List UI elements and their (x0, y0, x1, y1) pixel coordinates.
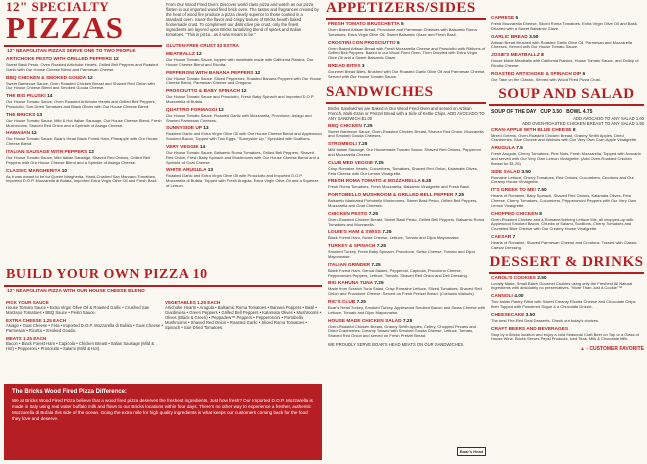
menu-item (328, 161, 486, 177)
divider (326, 102, 486, 104)
menu-item (328, 263, 486, 279)
menu-item (491, 16, 644, 32)
menu-item (491, 146, 644, 166)
item-name-text: STROMBOLI (328, 142, 357, 148)
sandwiches-title: SANDWICHES (326, 83, 434, 100)
item-name-text: CROSTINI CON PROSCIUTTO (328, 40, 396, 46)
menu-item-desc: Locally Made, Small Batch Gourmet Cookies using only the Freshest All Natural Ingredients with absolutely no preservatives. "More Than Just A Cookie"™ (491, 280, 633, 291)
cup-label: CUP (540, 108, 551, 115)
build-subtitle: 12" NEAPOLITAN PIZZA WITH OUR HOUSE CHEESE BLEND (7, 289, 145, 294)
menu-item (328, 193, 486, 209)
menu-item-desc: As it was meant to be for Queen Margherita, Hand-Crushed San Marzano Tomatoes, Imported D.O.P. Mozzarella di Bufala, Imported Extra Virgin Olive Oil and Fresh Basil. (6, 173, 158, 184)
menu-item (328, 244, 486, 260)
item-price: 12 (241, 89, 247, 95)
menu-item-desc: Crisp Romaine Hearts, Cucumbers, Tomatoes, Shaved Red Onion, Kalamata Olives, Feta Cheese with Our Lemon Vinaigrette. (328, 165, 478, 176)
item-name-text: CHOPPED CHICKEN (491, 211, 538, 217)
menu-item-desc: Sweet Basil Pesto, Oven Roasted Artichoke Hearts, Grilled Bell Peppers and Roasted Garlic with Our House Cheese Blend and Parmesan Cheese. (6, 62, 158, 72)
menu-item-desc: Our House Tomato Sauce, Balsamic Roma Tomatoes, Grilled Bell Peppers, Shaved Red Onion, Fresh Baby Spinach and Mushrooms with Our House Cheese Blend and a Sprinkle of Goat Cheese. (166, 149, 320, 165)
menu-item (328, 41, 486, 61)
build-title-text: BUILD YOUR OWN PIZZA (6, 267, 189, 282)
menu-item (491, 294, 644, 310)
item-name-text: GARLIC BREAD (491, 34, 528, 40)
item-price: 3.50 (525, 312, 536, 318)
bowl-label: BOWL (566, 108, 582, 115)
item-name-text: THE BIG PILUSKI (6, 94, 46, 100)
item-name-text: THE BRICKS (6, 112, 36, 118)
menu-item-desc: Fresh Mozzarella Cheese, Sliced Roma Tomatoes, Extra Virgin Olive Oil and Basil, Drizzled with a Sweet Balsamic Glaze. (491, 21, 638, 31)
menu-item (6, 113, 162, 129)
item-price: 7.25 (371, 262, 381, 268)
menu-item-desc: Oven Baked Artisan Bread, Provolone and Parmesan Cheeses with Balsamic Roma Tomatoes, Extra Virgin Olive Oil, Sweet Balsamic Glaze and Fresh Basil. (328, 27, 477, 37)
soup-salad-dessert-column (489, 0, 644, 458)
menu-item (166, 52, 322, 68)
item-price: 7.5 (516, 146, 523, 152)
item-name-text: ARUGULA (491, 146, 515, 152)
menu-item-desc: Sweet Barbecue Sauce, Oven-Roasted Chicken Breast, Shaved Red Onion, Mozzarella and Smoked Gouda Cheeses. (328, 128, 484, 139)
dessert-title: DESSERT & DRINKS (489, 253, 644, 270)
item-price: 12 (254, 70, 261, 76)
item-price: 7 (512, 234, 516, 240)
menu-item-desc: Mild Italian Sausage, Our Housemade Tomato Sauce, Shaved Red Onions, Pepperoni and Mozzarella Cheese. (328, 147, 481, 157)
menu-item-desc: Roasted Garlic and Extra Virgin Olive Oil with Our House Cheese Blend and Applewood Smoked Bacon, Topped with Two Eggs, "Sunnyside Up," Sprinkled with Scallions. (166, 131, 322, 142)
menu-item-desc: Oven-Roasted Chicken Breast, Sweet Basil Pesto, Grilled Bell Peppers, Balsamic Roma Tomatoes and Mozzarella. (328, 216, 485, 227)
item-price: 6 (582, 71, 586, 77)
item-name-text: SIDE SALAD (491, 169, 521, 175)
flame-icon: ▲ (580, 346, 585, 353)
item-name-text: HOUSE MADE CHICKEN SALAD (328, 318, 402, 324)
wood-fired-intro: From Our Wood Fired Oven: Discover world class pizza and watch as our pizza flatten in our imported wood fired brick oven. The tastes and fragrances created by the heat of wood fire produce a pizza clearly superior to those cooked in a standard oven. Savor the flavor and crispy texture of Bricks hearth baked homemade crust. To compliment our distinctive pie crust, only the finest ingredients are layered upon Bricks tantalizing blend of spices and Italian tomatoes. "This is pizza...as it was meant to be." (166, 2, 319, 37)
item-name-text: RIC'S CLUB (328, 299, 356, 305)
item-price: 8 (541, 53, 544, 59)
menu-item-desc: Our House Tomato Sauce, Boar's Head Black Forest Ham, Pineapple with Our House Cheese Blend. (6, 136, 158, 147)
menu-item-desc: The best Fire-Red Deal Desserts. Check out today's choices. (491, 317, 600, 323)
item-name-text: LOUIE'S HAM & SWISS (328, 230, 381, 236)
menu-item-desc: Black Forest Ham, Swiss Cheese, Lettuce, Tomato and Dijon Mayonnaise. (328, 235, 460, 241)
item-price: 8 (539, 211, 542, 217)
item-name-text: BBQ CHICKEN & SMOKED GOUDA (6, 75, 87, 81)
item-price: 13 (36, 112, 43, 118)
cup-price: 3.50 (552, 108, 562, 115)
item-price: 12 (87, 75, 93, 81)
appetizer-list (326, 22, 486, 80)
menu-item-desc: Gourmet Bread Bites, Brushed with Our Roasted Garlic Olive Oil and Parmesan Cheese, Served with Our House Tomato Sauce. (328, 68, 486, 79)
menu-item (6, 57, 162, 73)
menu-item (328, 64, 486, 80)
menu-item-desc: Stop by a Bricks location and enjoy a cold Seasonal Craft Beer on Tap or a Glass of House Wine. Bricks Serves Pepsi Products, Iced Teas, Milk & Chocolate Milk. (491, 331, 640, 342)
bowl-price: 4.75 (582, 108, 593, 115)
item-name-text: CRAN-APPLE WITH BLUE CHEESE (491, 127, 572, 133)
menu-item (328, 281, 486, 297)
menu-item-desc: Hearts of Romaine, Baby Spinach, Shaved Red Onions, Kalamata Olives, Feta Cheese, Cherry Tomatoes, Cucumbers, Pepperoncini Peppers with Our Very Own Lemon Vinaigrette. (491, 193, 637, 208)
appetizer-list-right (489, 16, 644, 83)
item-price: 3 (361, 63, 365, 69)
item-name-text: SUNNYSIDE UP (166, 126, 202, 132)
item-name-text: CHICKEN PESTO (328, 211, 368, 217)
menu-item (6, 76, 162, 92)
footer-text: We at Bricks Wood Fired Pizza believe that a wood fired pizza deserves the freshest ingredients. Just how fresh? Our Imported D.O.P. Mozzarella is made in Italy using real water buffalo milk and flown to our Bricks locations within four days. There's no other way to experience a fresher, authentic Mozzarella di Bufala this side of the ocean. Going the extra mile for high quality ingredients is what keeps our customers coming back for the food they love and deserve. (12, 398, 313, 421)
menu-item-desc: Romaine Lettuce, Cherry Tomatoes, Red Onions, Cucumbers, Croutons and Our Creamy House Vinaigrette. (491, 174, 634, 185)
meat-options: Bacon • Black Forest Ham • Capicola • Chicken Breast • Italian Sausage (Mild & Hot) • Pepperoni • Prosciutto • Salami (Mild & Hot). (6, 341, 155, 351)
salad-list (489, 128, 644, 251)
item-name-text: CRAFT BEERS AND BEVERAGES (491, 326, 569, 332)
divider (4, 45, 162, 47)
boars-head-logo: Boar's Head (457, 447, 486, 456)
item-name-text: QUATTRO FORMAGGI (166, 107, 218, 113)
divider (326, 18, 486, 20)
build-options (4, 297, 322, 351)
item-price: 7.25 (376, 244, 387, 250)
item-name-text: ITALIAN SAUSAGE WITH PEPPERS (6, 149, 88, 155)
menu-item (491, 212, 644, 232)
item-name-text: CAPRESE (491, 16, 515, 21)
item-name-text: BIG KAHUNA TUNA (328, 281, 373, 287)
menu-item (491, 35, 644, 51)
menu-item (491, 235, 644, 251)
item-price: 7.50 (537, 188, 547, 194)
chicken-note: ADD OVEN-ROASTED CHICKEN BREAST TO ANY SALAD 1.50 (522, 120, 644, 126)
build-col-left (4, 297, 163, 351)
item-name-text: VERY VEGGIE (166, 144, 199, 150)
dessert-list (489, 276, 644, 343)
menu-item (328, 124, 486, 140)
item-price: 13 (207, 168, 214, 174)
menu-item-desc: Our House Tomato Sauce, Mild & Hot Italian Sausage, Our House Cheese Blend, Fresh Mushrooms, Shaved Red Onion and a Sprinkle of Asiago Cheese. (6, 117, 162, 128)
item-price: 12 (218, 107, 224, 113)
sauce-options: House Tomato Sauce • Extra Virgin Olive Oil & Roasted Garlic • Crushed San Marzano Tomatoes • BBQ Sauce • Pesto Sauce. (6, 305, 150, 315)
item-price: 6 (396, 40, 400, 46)
menu-item (6, 131, 162, 147)
soup-of-the-day (491, 109, 644, 115)
menu-item-desc: Boar's Head Turkey, Smoked Turkey, Applewood Smoked Bacon and Swiss Cheese with Lettuce, Tomato and Dijon Mayonnaise. (328, 304, 485, 315)
item-price: 7.25 (382, 230, 392, 236)
boars-head-note: WE PROUDLY SERVE BOAR'S HEAD MEATS ON OUR SANDWICHES. (328, 341, 465, 347)
item-name-text: ARTICHOKE PESTO WITH GRILLED PEPPERS (6, 57, 112, 62)
pizza-difference-box (4, 384, 322, 460)
menu-item-desc: Our House Tomato Sauce, Mild Italian Sausage, Shaved Red Onions, Grilled Bell Peppers with Our House Cheese Blend and a Sprinkle of Asiago Cheese. (6, 154, 150, 165)
veg-options: Artichoke Hearts • Arugula • Balsamic Roma Tomatoes • Banana Peppers • Basil • Giardiniera • Green Peppers • Grilled Bell Peppers • Kalamata Olives • Mushrooms • Olives (Black & Green) • Peppadew™ Peppers • Pepperoncini • Portobello Mushrooms • Shaved Red Onion • Roasted Garlic • Sliced Roma Tomatoes • Spinach • Sun-Dried Tomatoes. (165, 305, 322, 330)
menu-item (166, 89, 322, 105)
footer-title: The Bricks Wood Fired Pizza Difference: (12, 389, 127, 395)
menu-item (166, 126, 322, 142)
menu-item (491, 313, 644, 324)
item-name-text: CANNOLI (491, 294, 513, 300)
item-price: 5 (401, 22, 404, 27)
legend (489, 346, 644, 352)
menu-item-desc: House Made Meatballs with California Raisins, House Tomato Sauce, and Dollop of Ricotta Cheese. (491, 58, 639, 68)
sandwiches-intro: Bricks Sandwiches are Baked in Our Wood Fired Oven and served on Artisan French, Multi-Grain or Pretzel Bread with a Side of Kettle Chips. ADD AVOCADO TO ANY SANDWICH $1.00 (328, 105, 485, 121)
menu-item (491, 327, 644, 343)
pizzas-title-big: PIZZAS (6, 10, 124, 45)
menu-item (6, 169, 162, 185)
item-price: 7.25 (374, 281, 384, 287)
item-price: 7.25 (374, 160, 384, 166)
item-price: 8 (572, 127, 576, 133)
item-price: 12 (196, 52, 202, 57)
item-price: 7.25 (356, 299, 366, 305)
pizzas-subtitle: 12" NEAPOLITAN PIZZAS SERVE ONE TO TWO PEOPLE (7, 49, 136, 54)
item-price: 7.25 (454, 193, 465, 199)
item-name-text: ROASTED ARTICHOKE & SPINACH DIP (491, 71, 582, 77)
item-price: 14 (199, 144, 206, 150)
menu-item-desc: Mixed Greens, Oven-Roasted Chicken Breast, Granny Smith Apples, Dried Cranberries, Blue Cheese and Walnuts with Our Very Own Cran-Apple Vinaigrette. (491, 132, 638, 143)
item-price: 12 (31, 131, 37, 137)
menu-item-desc: Two Italian Pastry Filled with Sweet Creamy Ricotta Cheese and Chocolate Chips then Topped with Powdered Sugar & a Chocolate Drizzle. (491, 299, 636, 309)
menu-item (6, 150, 162, 166)
item-name-text: PROSCIUTTO & BABY SPINACH (166, 89, 240, 95)
sandwich-list (326, 124, 486, 339)
pizza-list-left (4, 57, 162, 184)
menu-item (166, 145, 322, 165)
menu-item (491, 170, 644, 186)
item-price: 13 (203, 126, 209, 132)
item-price: 12 (88, 149, 94, 155)
item-price: 2.50 (537, 275, 547, 281)
avocado-note: ADD AVOCADO TO ANY SALAD 1.00 (573, 115, 644, 121)
divider (4, 285, 322, 287)
divider (489, 272, 644, 274)
menu-item (328, 300, 486, 316)
menu-item (328, 319, 486, 339)
item-price: 5 (515, 16, 519, 21)
menu-item (328, 230, 486, 241)
pick-sauce-label: PICK YOUR SAUCE (6, 300, 49, 305)
item-price: 3.50 (521, 169, 531, 175)
item-name-text: HAWAIIAN (6, 131, 30, 137)
menu-item (491, 53, 644, 69)
item-name-text: FRESH TOMATO BRUSCHETTA (328, 22, 400, 27)
menu-item (491, 188, 644, 208)
menu-item (328, 212, 486, 228)
soup-title: SOUP AND SALAD (498, 85, 635, 102)
soup-label: SOUP OF THE DAY (491, 108, 537, 115)
menu-item-desc: Our House Tomato Sauce, topped with meatballs made with California Raisins, Our House Cheese Blend and Ricotta. (166, 57, 314, 67)
appetizers-sandwiches-column (326, 0, 486, 458)
meats-label: MEATS 1.25 EACH (6, 336, 47, 341)
item-name-text: CLASSIC MARGHERITA (6, 168, 61, 174)
pizza-list-right (164, 52, 322, 189)
menu-item-desc: Our House Tomato Sauce and Prosciutto, Fresh Baby Spinach and Imported D.O.P. Mozzarella di Bufala. (166, 94, 315, 104)
menu-item-desc: Oven-Roasted Chicken Breast, Granny Smith Apples, Celery, Chopped Pecans and Dried Cranberries. Creamy Tossed with Smoked Gouda Cheese, Lettuce, Tomato, Shaved Red Onion and served on Fresh Pretzel Bread. (328, 323, 477, 339)
menu-item (491, 72, 644, 83)
menu-item (166, 168, 322, 188)
build-title (6, 267, 322, 283)
menu-item-desc: Balsamic Marinated Portobello Mushrooms, Sweet Basil Pesto, Grilled Bell Peppers, Mozzarella and Goat Cheeses. (328, 198, 478, 208)
menu-item (491, 128, 644, 144)
menu-item (166, 108, 322, 124)
item-price: 12 (113, 57, 119, 62)
cheese-label: EXTRA CHEESE 1.25 EACH (6, 318, 67, 323)
item-name-text: MEATBALLZ (166, 52, 195, 57)
menu-item-desc: Our Take on the Classic, Served with Wood Fired Pizza Crust. (491, 76, 601, 82)
menu-item-desc: Oven Baked Artisan Bread with Fresh Mozzarella Cheese and Prosciutto with Ribbons of Grilled Bell Peppers. Baked in our Wood Fired Oven, Then Drizzled with Extra Virgin Olive Oil and a Sweet Balsamic Glaze. (328, 45, 486, 61)
menu-item-desc: Sweet Barbecue Sauce, Oven Roasted Chicken Breast and Shaved Red Onion with Our House Cheese Blend and Smoked Gouda Cheese. (6, 80, 155, 91)
menu-item-desc: Our House Tomato Sauce, Sliced Pepperoni, Roasted Banana Peppers with Our House Cheese Blend, Parmesan Cheese and Oregano. (166, 75, 322, 86)
item-name-text: CAESAR (491, 234, 512, 240)
item-name-text: PORTOBELLO MUSHROOM & GRILLED BELL PEPPER (328, 193, 454, 199)
item-name-text: BBQ CHICKEN (328, 123, 362, 129)
legend-text: - CUSTOMER FAVORITE (586, 346, 644, 353)
item-name-text: JOSIE'S MEATBALLZ (491, 53, 540, 59)
menu-item-desc: Our House Tomato Sauce, Oven Roasted Artichoke Hearts and Grilled Bell Peppers, Prosciutto, Sun-Dried Tomatoes and Black Olives with Our House Cheese Blend. (6, 99, 156, 109)
build-your-own-section (4, 265, 322, 385)
item-price: 7.25 (402, 318, 413, 324)
pizzas-title-small: 12" SPECIALTY (6, 0, 110, 14)
item-name-text: BREAD BITES (328, 63, 361, 69)
item-price: 14 (47, 94, 53, 100)
menu-item (328, 142, 486, 158)
item-name-text: WHITE ARUGULA (166, 168, 207, 174)
item-price: 3.50 (529, 34, 539, 40)
menu-item-desc: Smoked Turkey, Fresh Baby Spinach, Provolone, Swiss Cheese, Tomato and Dijon Mayonnaise. (328, 249, 475, 259)
menu-item-desc: Hearts of Romaine, Shaved Parmesan Cheese and Croutons. Tossed with Classic Caesar Dressing. (491, 239, 637, 250)
item-name-text: IT'S GREEK TO ME! (491, 188, 537, 194)
menu-item (166, 71, 322, 87)
menu-item-desc: Fresh Arugula, Cherry Tomatoes, Pine Nuts, Fresh Mozzarella, Topped with Avocado and served with Our Very Own Lemon Vinaigrette. (Add Oven-Roasted Chicken Breast for $1.25) (491, 151, 641, 166)
item-name-text: FRESH ROMA TOMATO & MOZZARELLA (328, 179, 421, 185)
item-price: 7.25 (358, 142, 368, 148)
menu-item (491, 276, 644, 292)
appetizers-title: APPETIZERS/SIDES (326, 0, 476, 16)
item-name-text: CAROL'S COOKIES (491, 275, 536, 281)
gluten-free-note: GLUTEN-FREE CRUST $3 EXTRA (166, 43, 239, 48)
menu-item (328, 179, 486, 190)
menu-item-desc: Made from Scratch Tuna Salad, Crisp Romaine Lettuce, Sliced Tomatoes, Shaved Red Onion and Provolone Cheese. Served on Fresh Pretzel Bread. (Contains Walnuts) (328, 286, 482, 297)
menu-item (6, 94, 162, 110)
item-price: 7.25 (363, 123, 373, 129)
item-name-text: CHEESECAKE (491, 312, 525, 318)
menu-item (328, 22, 486, 38)
veg-label: VEGETABLES 1.25 EACH (165, 300, 221, 305)
menu-item-desc: Fresh Roma Tomatoes, Fresh Mozzarella, Balsamic Vinaigrette and Fresh Basil. (328, 184, 470, 190)
item-name-text: TURKEY & SPINACH (328, 244, 376, 250)
menu-item-desc: Oven-Roasted Chicken and a Romaine/Iceberg Lettuce Mix, all chopped-up with Applewood Smoked Bacon, Chunks of Salami, Scallions, Cherry Tomatoes and Crumbled Blue Cheese with Our Creamy House Vinaigrette. (491, 216, 634, 232)
cheese-options: Asiago • Goat Cheese • Feta • Imported D.O.P. Mozzarella di Bufala • Goat Cheese • Parmesan • Ricotta • Smoked Gouda. (6, 323, 163, 333)
item-name-text: PEPPERONI WITH BANANA PEPPERS (166, 70, 254, 76)
item-price: 6.25 (422, 179, 432, 185)
menu-item-desc: Our House Tomato Sauce, Roasted Garlic with Mozzarella, Provolone, Asiago and Shaved Parmesan Cheeses. (166, 112, 312, 123)
menu-item-desc: Roasted Garlic and Extra Virgin Olive Oil with Prosciutto and Imported D.O.P. Mozzarella di Bufala, Topped with Fresh Arugula, Extra Virgin Olive Oil and a Squeeze of Lemon. (166, 173, 319, 188)
item-name-text: ITALIAN GRINDER (328, 262, 371, 268)
divider (489, 104, 644, 106)
item-name-text: CLUB MED VEGGIE (328, 160, 374, 166)
menu-item-desc: Artisan Bread Brushed with Roasted Garlic Olive Oil, Parmesan and Mozzarella Cheeses, Served with Our House Tomato Sauce. (491, 39, 632, 50)
build-col-right (163, 297, 322, 351)
menu-item-desc: Black Forest Ham, Genoa Salami, Pepperoni, Capicola, Provolone Cheese, Pepperoncini Peppers, Lettuce, Tomato, Shaved Red Onion and Deli Dressing. (328, 267, 468, 278)
build-price: 10 (192, 267, 208, 282)
item-price: 4.00 (514, 294, 524, 300)
item-price: 7.25 (368, 211, 379, 217)
item-price: 10 (61, 168, 68, 174)
